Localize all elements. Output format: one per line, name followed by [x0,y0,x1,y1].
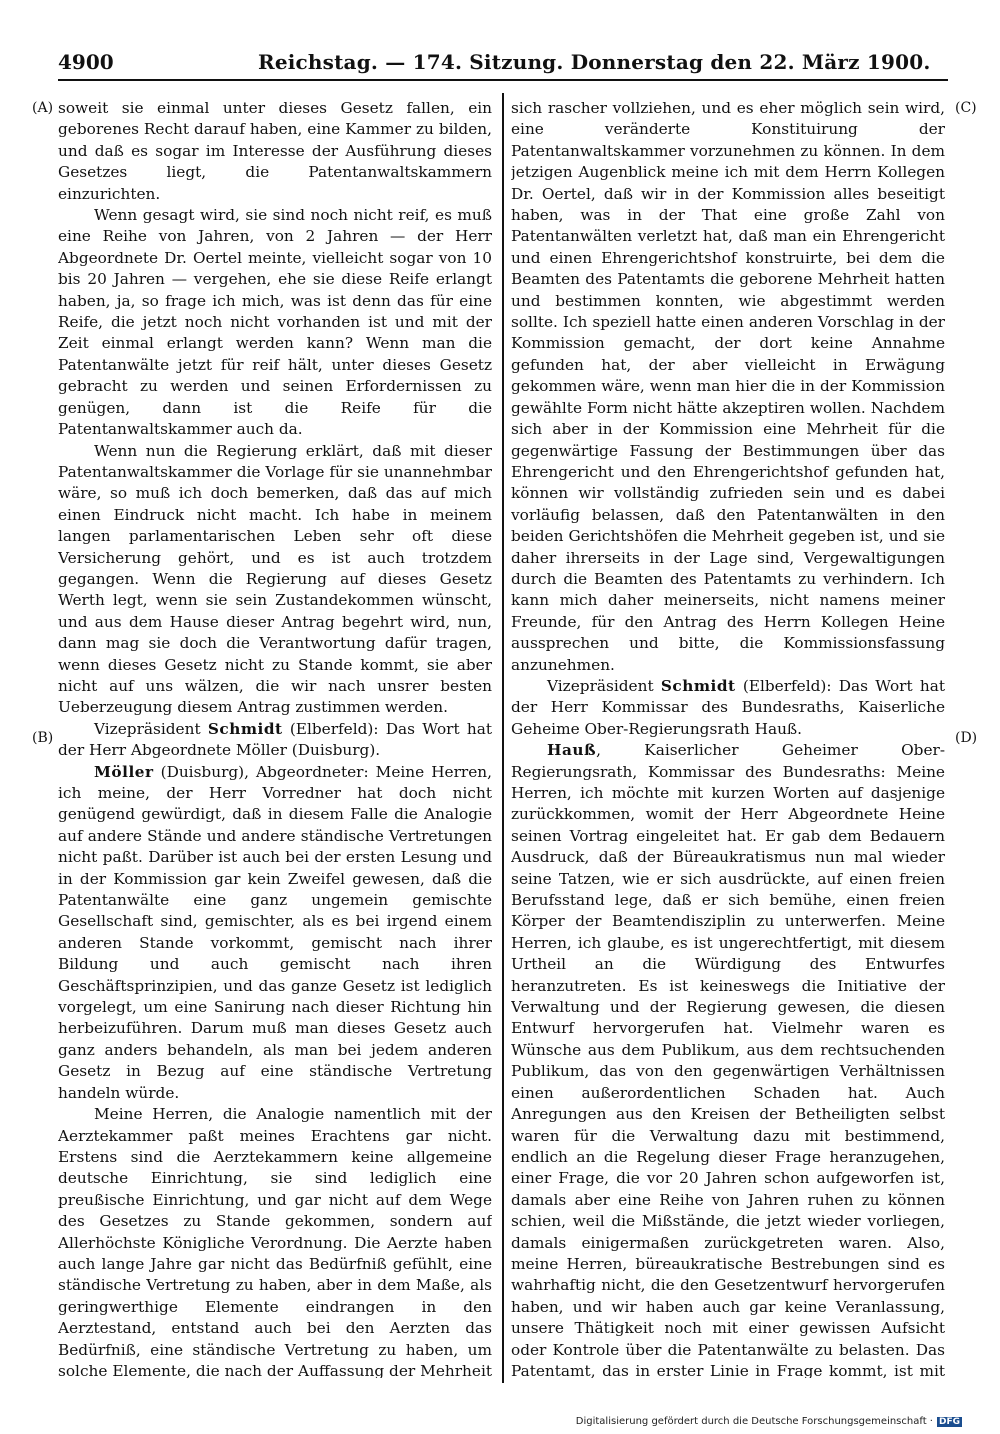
speaker-name: Schmidt [660,676,736,695]
header-rule [58,79,948,81]
paragraph: Wenn gesagt wird, sie sind noch nicht reif, es muß eine Reihe von Jahren, von 2 Jahren — der Herr Abgeordnete Dr. Oertel meinte, vielleicht sogar von 10 bis 20 Jahren — vergehen, ehe sie diese Reife erlangt haben, ja, so frage ich mich, was ist denn das für eine Reife, die jetzt noch nicht vorhanden ist und mit der Zeit einmal erlangt werden kann? Wenn man die Patentanwälte jetzt für reif hält, unter dieses Gesetz gebracht zu werden und seinen Erfordernissen zu genügen, dann ist die Reife für die Patentanwaltskammer auch da. [58,206,492,439]
speaker-intro [511,676,945,740]
dfg-logo: DFG [938,1417,960,1427]
column-divider [502,93,504,1383]
paragraph: Meine Herren, die Analogie namentlich mit der Aerztekammer paßt meines Erachtens gar nicht. Erstens sind die Aerztekammern keine allgemeine deutsche Einrichtung, sie sind lediglich eine preußische Einrichtung, und gar nicht auf dem Wege des Gesetzes zu Stande gekommen, sondern auf Allerhöchste Königliche Verordnung. Die Aerzte haben auch lange Jahre gar nicht das Bedürfniß gefühlt, eine ständische Vertretung zu haben, aber in dem Maße, als geringwerthige Elemente eindrangen in den Aerztestand, entstand auch bei den Aerzten das Bedürfniß, eine ständische Vertretung zu haben, um solche Elemente, die nach der Auffassung der Mehrheit [58,1105,492,1378]
margin-marker-c: (C) [955,100,977,116]
speaker-role: Vizepräsident [547,676,661,695]
speech-paragraph [511,740,945,1378]
right-column [511,98,945,1378]
speaker-intro [58,719,492,762]
paragraph: soweit sie einmal unter dieses Gesetz fallen, ein geborenes Recht darauf haben, eine Kammer zu bilden, und daß es sogar im Interesse der Ausführung dieses Gesetzes liegt, die Patentanwaltskammern einzurichten. [58,99,492,203]
speaker-intro-text: (Elberfeld): Das Wort hat der Herr Abgeordnete Möller (Duisburg). [58,719,492,760]
speaker-role: Vizepräsident [94,719,208,738]
speaker-name: Schmidt [207,719,283,738]
footer-credit [576,1416,962,1427]
speaker-intro-text: (Elberfeld): Das Wort hat der Herr Kommissar des Bundesraths, Kaiserliche Geheime Ober-Regierungsrath Hauß. [511,676,945,738]
speaker-name: Hauß [547,741,597,760]
page-header [58,50,948,80]
margin-marker-b: (B) [32,730,54,746]
speech-text: (Duisburg), Abgeordneter: Meine Herren, ich meine, der Herr Vorredner hat doch nicht genügend gewürdigt, daß in diesem Falle die Analogie auf andere Stände und andere ständische Vertretungen nicht paßt. Darüber ist auch bei der ersten Lesung und in der Kommission gar kein Zweifel gewesen, daß die Patentanwälte eine ganz ungemein gemischte Gesellschaft sind, gemischter, als es bei irgend einem anderen Stande vorkommt, gemischt nach ihrer Bildung und auch gemischt nach ihren Geschäftsprinzipien, und das ganze Gesetz ist lediglich vorgelegt, um eine Sanirung nach dieser Richtung hin herbeizuführen. Darum muß man dieses Gesetz auch ganz anders behandeln, als man bei jedem anderen Gesetz in Bezug auf eine ständische Vertretung handeln würde. [58,762,492,1102]
speaker-name: Möller [94,762,154,781]
footer-credit-text: Digitalisierung gefördert durch die Deutsche Forschungsgemeinschaft · [575,1416,933,1427]
page-number: 4900 [58,50,114,74]
margin-marker-a: (A) [32,100,54,116]
running-title: Reichstag. — 174. Sitzung. Donnerstag den 22. März 1900. [258,50,931,74]
speech-text: , Kaiserlicher Geheimer Ober-Regierungsrath, Kommissar des Bundesraths: Meine Herren, ich möchte mit kurzen Worten auf dasjenige zurückkommen, womit der Herr Abgeordnete Heine seinen Vortrag eingeleitet hat. Er gab dem Bedauern Ausdruck, daß der Büreaukratismus nun mal wieder seine Tatzen, wie er sich ausdrückte, auf einen freien Berufsstand lege, daß er sich bemühe, einen freien Körper der Beamtendisziplin zu unterwerfen. Meine Herren, ich glaube, es ist ungerechtfertigt, mit diesem Urtheil an die Würdigung des Entwurfes heranzutreten. Es ist keineswegs die Initiative der Verwaltung und der Regierung gewesen, die diesen Entwurf hervorgerufen hat. Vielmehr waren es Wünsche aus dem Publikum, aus dem rechtsuchenden Publikum, das von den gegenwärtigen Verhältnissen einen außerordentlichen Schaden hat. Auch Anregungen aus den Kreisen der Betheiligten selbst waren für die Verwaltung dazu mit bestimmend, endlich an die Regelung dieser Frage heranzugehen, einer Frage, die vor 20 Jahren schon aufgeworfen ist, damals aber eine Reihe von Jahren ruhen zu können schien, weil die Mißstände, die jetzt wieder vorliegen, damals einigermaßen zurückgetreten waren. Also, meine Herren, büreaukratische Bestrebungen sind es wahrhaftig nicht, die den Gesetzentwurf hervorgerufen haben, und wir haben auch gar keine Veranlassung, unsere Thätigkeit noch mit einer gewissen Aufsicht oder Kontrole über die Patentanwälte zu belasten. Das Patentamt, das in erster Linie in Frage kommt, ist mit [511,741,945,1378]
paragraph: Wenn nun die Regierung erklärt, daß mit dieser Patentanwaltskammer die Vorlage für sie unannehmbar wäre, so muß ich doch bemerken, daß das auf mich einen Eindruck nicht macht. Ich habe in meinem langen parlamentarischen Leben sehr oft diese Versicherung gehört, und es ist auch trotzdem gegangen. Wenn die Regierung auf dieses Gesetz Werth legt, wenn sie sein Zustandekommen wünscht, und aus dem Hause dieser Antrag begehrt wird, nun, dann mag sie doch die Verantwortung dafür tragen, wenn dieses Gesetz nicht zu Stande kommt, sie aber nicht auf uns wälzen, die wir nach unsrer besten Ueberzeugung diesem Antrag zustimmen werden. [58,441,492,717]
paragraph: sich rascher vollziehen, und es eher möglich sein wird, eine veränderte Konstituirung der Patentanwaltskammer vorzunehmen zu können. In dem jetzigen Augenblick meine ich mit dem Herrn Kollegen Dr. Oertel, daß wir in der Kommission alles beseitigt haben, was in der That eine große Zahl von Patentanwälten verletzt hat, daß man ein Ehrengericht und einen Ehrengerichtshof konstruirte, bei dem die Beamten des Patentamts die geborene Mehrheit hatten und bestimmen konnten, wie abgestimmt werden sollte. Ich speziell hatte einen anderen Vorschlag in der Kommission gemacht, der dort keine Annahme gefunden hat, der aber vielleicht in Erwägung gekommen wäre, wenn man hier die in der Kommission gewählte Form nicht hätte akzeptiren wollen. Nachdem sich aber in der Kommission eine Mehrheit für die gegenwärtige Fassung der Bestimmungen über das Ehrengericht und den Ehrengerichtshof gefunden hat, können wir vollständig zufrieden sein und es dabei vorläufig belassen, daß den Patentanwälten in den beiden Gerichtshöfen die Mehrheit gegeben ist, und sie daher ihrerseits in der Lage sind, Vergewaltigungen durch die Beamten des Patentamts zu verhindern. Ich kann mich daher meinerseits, nicht namens meiner Freunde, für den Antrag des Herrn Kollegen Heine aussprechen und bitte, die Kommissionsfassung anzunehmen. [511,99,945,674]
speech-paragraph [58,762,492,1105]
margin-marker-d: (D) [955,730,978,746]
left-column [58,98,492,1378]
